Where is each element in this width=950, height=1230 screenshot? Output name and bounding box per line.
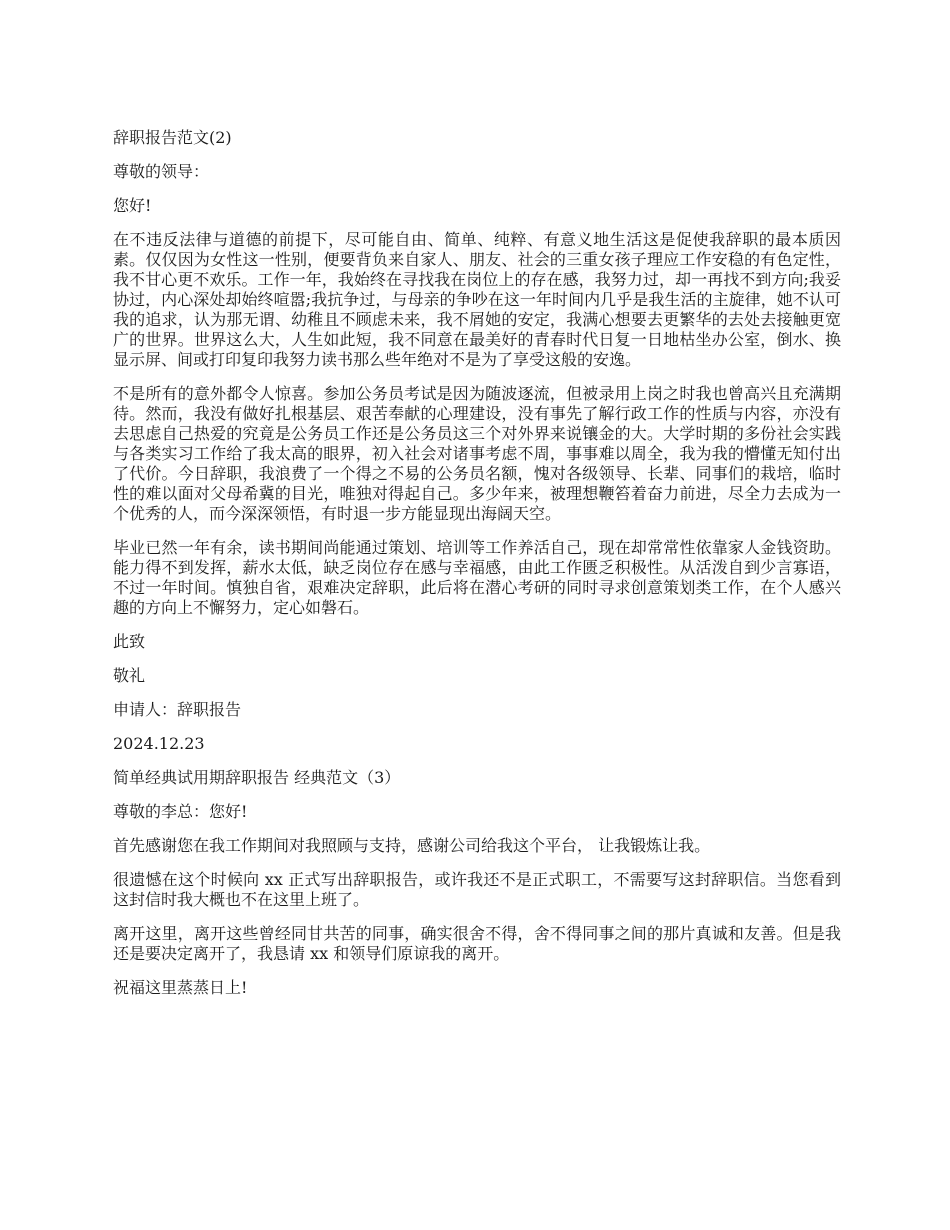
document-body	[113, 128, 841, 1012]
section-title: 简单经典试用期辞职报告 经典范文（3）	[113, 768, 401, 787]
applicant-line: 申请人：辞职报告	[113, 700, 242, 719]
closing-regards: 敬礼	[113, 666, 146, 685]
closing-line: 此致	[113, 632, 146, 651]
closing-blessing: 祝福这里蒸蒸日上!	[113, 978, 248, 997]
section-title: 辞职报告范文(2)	[113, 128, 232, 147]
body-paragraph: 离开这里，离开这些曾经同甘共苦的同事，确实很舍不得，舍不得同事之间的那片真诚和友善。但是我还是要决定离开了，我恳请 xx 和领导们原谅我的离开。	[113, 924, 841, 963]
body-paragraph: 首先感谢您在我工作期间对我照顾与支持，感谢公司给我这个平台， 让我锻炼让我。	[113, 836, 711, 855]
salutation: 尊敬的领导：	[113, 162, 210, 181]
date-line: 2024.12.23	[113, 734, 205, 753]
greeting: 您好!	[113, 196, 152, 215]
salutation: 尊敬的李总：您好!	[113, 802, 248, 821]
body-paragraph: 毕业已然一年有余，读书期间尚能通过策划、培训等工作养活自己，现在却常常性依靠家人金钱资助。能力得不到发挥，薪水太低，缺乏岗位存在感与幸福感，由此工作匮乏积极性。从活泼自到少言寡语，不过一年时间。慎独自省，艰难决定辞职，此后将在潜心考研的同时寻求创意策划类工作，在个人感兴趣的方向上不懈努力，定心如磐石。	[113, 538, 841, 617]
body-paragraph: 不是所有的意外都令人惊喜。参加公务员考试是因为随波逐流，但被录用上岗之时我也曾高兴且充满期待。然而，我没有做好扎根基层、艰苦奉献的心理建设，没有事先了解行政工作的性质与内容，亦没有去思虑自己热爱的究竟是公务员工作还是公务员这三个对外界来说镶金的大。大学时期的多份社会实践与各类实习工作给了我太高的眼界，初入社会对诸事考虑不周，事事难以周全，我为我的懵懂无知付出了代价。今日辞职，我浪费了一个得之不易的公务员名额，愧对各级领导、长辈、同事们的栽培，临时性的难以面对父母希冀的目光，唯独对得起自己。多少年来，被理想鞭笞着奋力前进，尽全力去成为一个优秀的人，而今深深领悟，有时退一步方能显现出海阔天空。	[113, 384, 841, 523]
body-paragraph: 在不违反法律与道德的前提下，尽可能自由、简单、纯粹、有意义地生活这是促使我辞职的最本质因素。仅仅因为女性这一性别，便要背负来自家人、朋友、社会的三重女孩子理应工作安稳的有色定性，我不甘心更不欢乐。工作一年，我始终在寻找我在岗位上的存在感，我努力过，却一再找不到方向;我妥协过，内心深处却始终喧嚣;我抗争过，与母亲的争吵在这一年时间内几乎是我生活的主旋律，她不认可我的追求，认为那无谓、幼稚且不顾虑未来，我不屑她的安定，我满心想要去更繁华的去处去接触更宽广的世界。世界这么大，人生如此短，我不同意在最美好的青春时代日复一日地枯坐办公室，倒水、换显示屏、间或打印复印我努力读书那么些年绝对不是为了享受这般的安逸。	[113, 230, 841, 369]
body-paragraph: 很遗憾在这个时候向 xx 正式写出辞职报告，或许我还不是正式职工，不需要写这封辞职信。当您看到这封信时我大概也不在这里上班了。	[113, 870, 841, 909]
